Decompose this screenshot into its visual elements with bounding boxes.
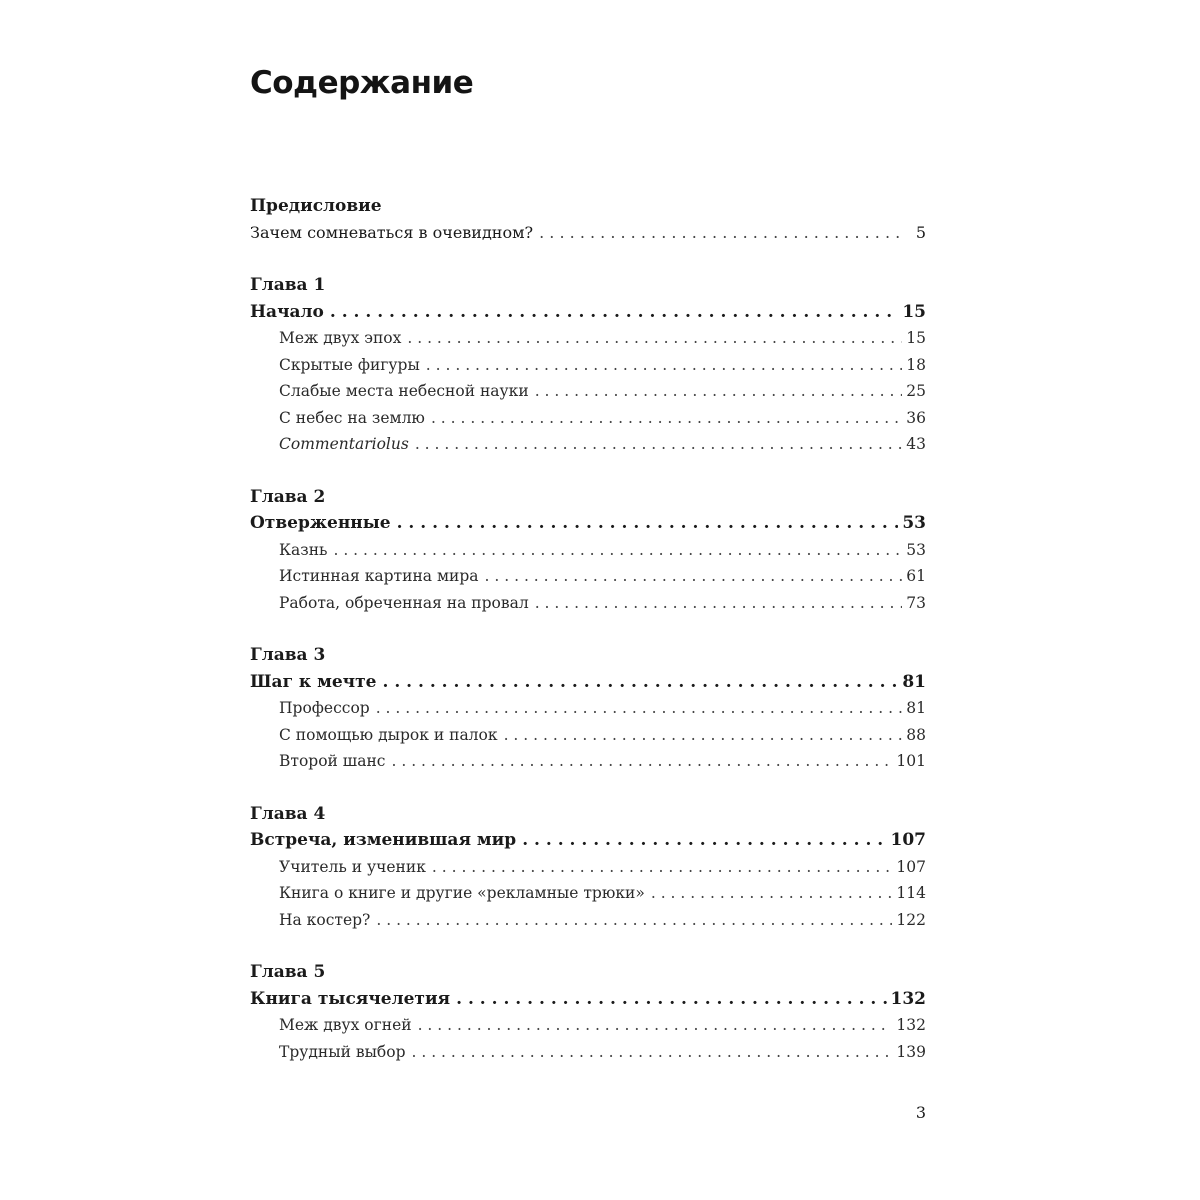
dot-leader — [535, 378, 903, 405]
entry-title: На костер? — [279, 910, 371, 929]
dot-leader — [397, 510, 899, 537]
chapter-title: Книга тысячелетия — [250, 988, 451, 1009]
entry-page: 18 — [906, 355, 926, 374]
chapter-title-row — [250, 986, 926, 1013]
entry-page: 25 — [906, 382, 926, 400]
toc-entry — [250, 220, 926, 247]
chapter-label-row — [250, 484, 926, 511]
chapter-title: Отверженные — [250, 513, 391, 533]
dot-leader — [522, 827, 886, 854]
entry-page: 73 — [906, 593, 926, 612]
entry-page: 81 — [906, 699, 926, 717]
chapter-title-row — [250, 510, 926, 537]
chapter-label-row — [250, 801, 926, 828]
dot-leader — [539, 220, 904, 247]
chapter-title-row — [250, 827, 926, 854]
chapter-label-row — [250, 272, 926, 299]
entry-page: 5 — [915, 222, 926, 242]
entry-title: Работа, обреченная на провал — [279, 593, 529, 612]
entry-title: С небес на землю — [279, 408, 425, 427]
dot-leader — [391, 748, 892, 775]
dot-leader — [504, 722, 903, 749]
entry-page: 122 — [896, 910, 926, 929]
entry-title: Меж двух эпох — [279, 329, 402, 347]
dot-leader — [376, 907, 892, 934]
dot-leader — [485, 563, 903, 590]
entry-page: 139 — [896, 1042, 926, 1061]
chapter-title-row — [250, 299, 926, 326]
dot-leader — [415, 431, 902, 458]
chapter-1-section — [250, 272, 926, 458]
chapter-label: Глава 1 — [250, 275, 326, 295]
entry-page: 101 — [896, 752, 926, 770]
dot-leader — [535, 590, 903, 617]
dot-leader — [456, 986, 886, 1013]
entry-page: 15 — [906, 329, 926, 347]
preface-heading — [250, 193, 926, 220]
toc-entry — [250, 325, 926, 352]
entry-title: С помощью дырок и палок — [279, 725, 498, 744]
toc-entry — [250, 1039, 926, 1066]
toc-entry — [250, 854, 926, 881]
toc-entry — [250, 378, 926, 405]
dot-leader — [431, 405, 902, 432]
entry-title: Зачем сомневаться в очевидном? — [250, 222, 534, 242]
chapter-page: 107 — [890, 830, 926, 850]
chapter-title: Начало — [250, 301, 324, 322]
page-number: 3 — [915, 1103, 926, 1122]
dot-leader — [407, 325, 902, 352]
toc-entry — [250, 748, 926, 775]
chapter-page: 15 — [902, 301, 926, 322]
toc-entry — [250, 352, 926, 379]
dot-leader — [418, 1012, 893, 1039]
entry-page: 43 — [906, 435, 926, 453]
chapter-title-row — [250, 669, 926, 696]
entry-page: 53 — [906, 540, 926, 559]
dot-leader — [651, 880, 893, 907]
entry-page: 114 — [896, 884, 926, 902]
dot-leader — [432, 854, 893, 881]
preface-label: Предисловие — [250, 196, 382, 216]
chapter-label: Глава 2 — [250, 486, 326, 507]
entry-page: 132 — [896, 1016, 926, 1034]
chapter-2-section — [250, 484, 926, 617]
toc-entry — [250, 695, 926, 722]
entry-title: Трудный выбор — [279, 1042, 406, 1061]
dot-leader — [333, 537, 902, 564]
preface-section — [250, 193, 926, 246]
toc-entry — [250, 880, 926, 907]
entry-title: Казнь — [279, 540, 328, 559]
dot-leader — [330, 299, 898, 326]
entry-title: Commentariolus — [279, 435, 409, 453]
dot-leader — [426, 352, 902, 379]
chapter-title: Встреча, изменившая мир — [250, 830, 517, 850]
toc-entry — [250, 907, 926, 934]
entry-title: Слабые места небесной науки — [279, 382, 529, 400]
toc-entry — [250, 590, 926, 617]
entry-title: Профессор — [279, 699, 370, 717]
chapter-label: Глава 3 — [250, 645, 326, 665]
entry-title: Истинная картина мира — [279, 567, 479, 585]
toc-entry — [250, 1012, 926, 1039]
dot-leader — [412, 1039, 893, 1066]
toc-entry — [250, 563, 926, 590]
chapter-page: 81 — [902, 671, 926, 692]
entry-title: Скрытые фигуры — [279, 355, 420, 374]
toc-entry — [250, 431, 926, 458]
chapter-page: 132 — [890, 988, 926, 1009]
chapter-3-section — [250, 642, 926, 775]
chapter-5-section — [250, 959, 926, 1065]
chapter-title: Шаг к мечте — [250, 671, 377, 692]
entry-page: 107 — [896, 857, 926, 876]
toc-entry — [250, 722, 926, 749]
page-title: Содержание — [250, 65, 474, 101]
chapter-label-row — [250, 642, 926, 669]
entry-page: 61 — [906, 567, 926, 585]
chapter-label-row — [250, 959, 926, 986]
dot-leader — [376, 695, 903, 722]
toc-entry — [250, 537, 926, 564]
entry-title: Книга о книге и другие «рекламные трюки» — [279, 884, 645, 902]
table-of-contents — [250, 193, 926, 1065]
entry-page: 36 — [906, 408, 926, 427]
dot-leader — [382, 669, 898, 696]
chapter-4-section — [250, 801, 926, 934]
entry-page: 88 — [906, 725, 926, 744]
toc-entry — [250, 405, 926, 432]
entry-title: Меж двух огней — [279, 1016, 412, 1034]
entry-title: Учитель и ученик — [279, 857, 426, 876]
chapter-label: Глава 5 — [250, 962, 326, 982]
chapter-label: Глава 4 — [250, 803, 326, 824]
chapter-page: 53 — [902, 513, 926, 533]
entry-title: Второй шанс — [279, 752, 386, 770]
